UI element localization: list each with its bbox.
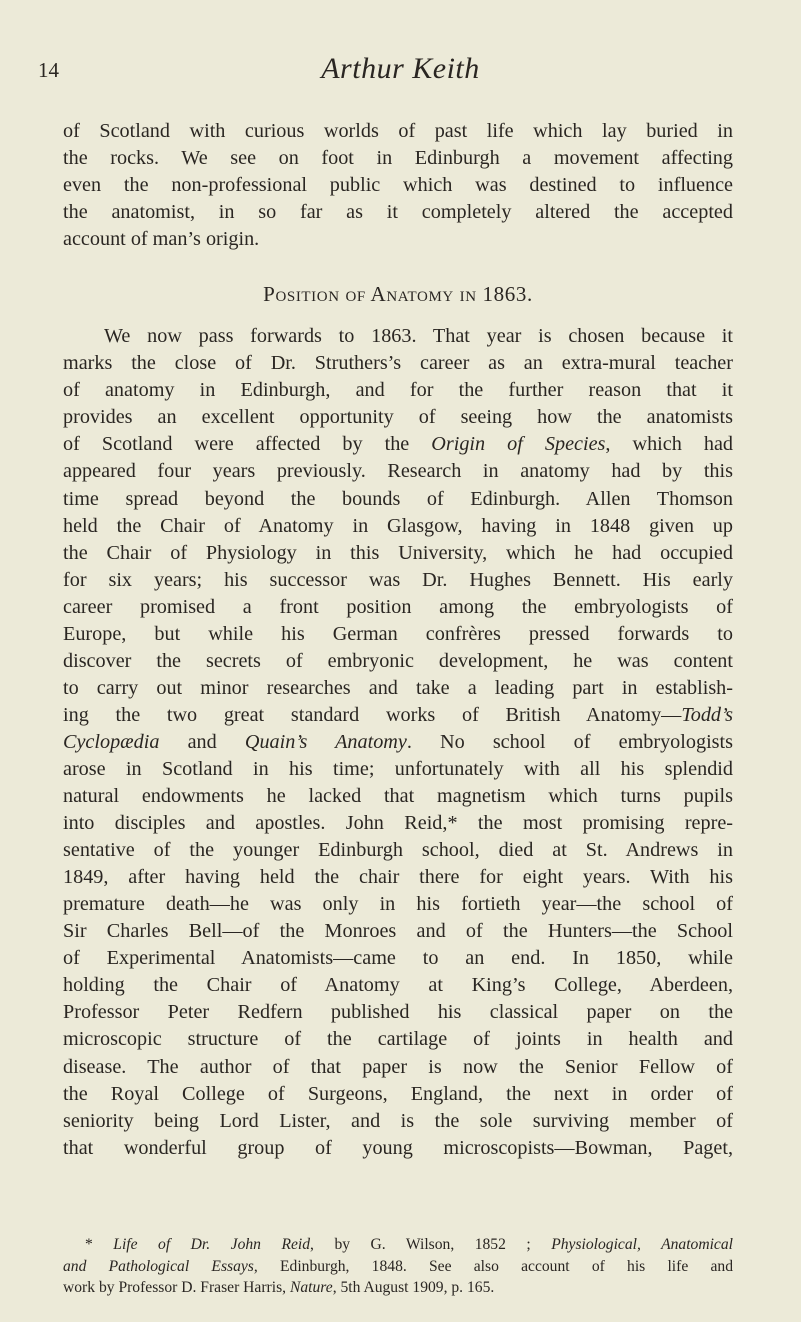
text-run: ing the two great standard works of British Anatomy— [63,703,682,726]
text-line: career promised a front position among the embryologists of [63,595,733,618]
text-line: provides an excellent opportunity of seeing how the anatomists [63,406,733,429]
text-run: , which had [605,433,733,456]
text-line: 1849, after having held the chair there for eight years. With his [63,866,733,889]
section-heading: Position of Anatomy in 1863. [263,282,533,307]
text-line: microscopic structure of the cartilage of joints in health and [63,1028,733,1051]
italic-title: Life of Dr. John Reid [113,1236,311,1253]
text-run: work by Professor D. Fraser Harris, [63,1279,290,1296]
italic-title: Todd’s [681,703,733,726]
text-line: into disciples and apostles. John Reid,* the most promising repre- [63,812,733,835]
text-line: appeared four years previously. Research in anatomy had by this [63,460,733,483]
text-line: that wonderful group of young microscopists—Bowman, Paget, [63,1136,733,1159]
italic-title: Origin of Species [431,433,606,456]
text-line: Europe, but while his German confrères pressed forwards to [63,622,733,645]
text-line: premature death—he was only in his fortieth year—the school of [63,893,733,916]
paragraph-1 [63,118,733,253]
text-line: Professor Peter Redfern published his classical paper on the [63,1001,733,1024]
footnote [63,1234,733,1299]
italic-title: and Pathological Essays [63,1257,254,1275]
text-run: , Edinburgh, 1848. See also account of his life and [253,1257,734,1275]
text-run: . No school of embryologists [406,730,733,753]
italic-title: Quain’s Anatomy [244,730,407,753]
text-line: the anatomist, in so far as it completely altered the accepted [63,201,733,224]
text-run: and [159,730,245,753]
text-run: , 5th August 1909, p. 165. [332,1279,495,1296]
text-line: disease. The author of that paper is now the Senior Fellow of [63,1055,733,1078]
text-line: holding the Chair of Anatomy at King’s College, Aberdeen, [63,974,733,997]
body-text [63,118,733,1162]
text-line: held the Chair of Anatomy in Glasgow, having in 1848 given up [63,514,733,537]
text-line: the Royal College of Surgeons, England, the next in order of [63,1082,733,1105]
text-line: for six years; his successor was Dr. Hughes Bennett. His early [63,568,733,591]
footnote-line [63,1277,733,1299]
text-line [63,702,733,729]
footnote-line [63,1256,733,1278]
text-line: We now pass forwards to 1863. That year is chosen because it [104,325,733,348]
text-line: Sir Charles Bell—of the Monroes and of the Hunters—the School [63,920,733,943]
text-line: the rocks. We see on foot in Edinburgh a movement affecting [63,147,733,170]
text-line [63,431,733,458]
text-line: seniority being Lord Lister, and is the sole surviving member of [63,1109,733,1132]
text-line: of anatomy in Edinburgh, and for the further reason that it [63,379,733,402]
text-line: natural endowments he lacked that magnetism which turns pupils [63,785,733,808]
text-line: arose in Scotland in his time; unfortunately with all his splendid [63,757,733,780]
italic-title: Physiological, Anatomical [551,1236,733,1253]
text-line [63,729,733,756]
text-line: of Scotland with curious worlds of past life which lay buried in [63,120,733,142]
page-number: 14 [38,58,59,82]
running-head: Arthur Keith [321,52,480,85]
text-line: account of man’s origin. [63,228,260,251]
footnote-marker: * [85,1236,114,1253]
italic-title: Cyclopædia [63,730,160,753]
text-line: discover the secrets of embryonic development, he was content [63,649,733,672]
text-line: the Chair of Physiology in this University, which he had occupied [63,541,733,564]
text-line: to carry out minor researches and take a leading part in establish- [63,676,733,699]
text-run: , by G. Wilson, 1852 ; [310,1236,552,1253]
text-run: of Scotland were affected by the [63,433,432,456]
text-line: of Experimental Anatomists—came to an end. In 1850, while [63,947,733,970]
paragraph-2 [63,323,733,1161]
footnote-line [63,1234,733,1256]
text-line: marks the close of Dr. Struthers’s career as an extra-mural teacher [63,352,733,375]
text-line: time spread beyond the bounds of Edinburgh. Allen Thomson [63,487,733,510]
italic-title: Nature [289,1279,333,1296]
text-line: sentative of the younger Edinburgh school, died at St. Andrews in [63,839,733,862]
text-line: even the non-professional public which was destined to influence [63,174,733,197]
